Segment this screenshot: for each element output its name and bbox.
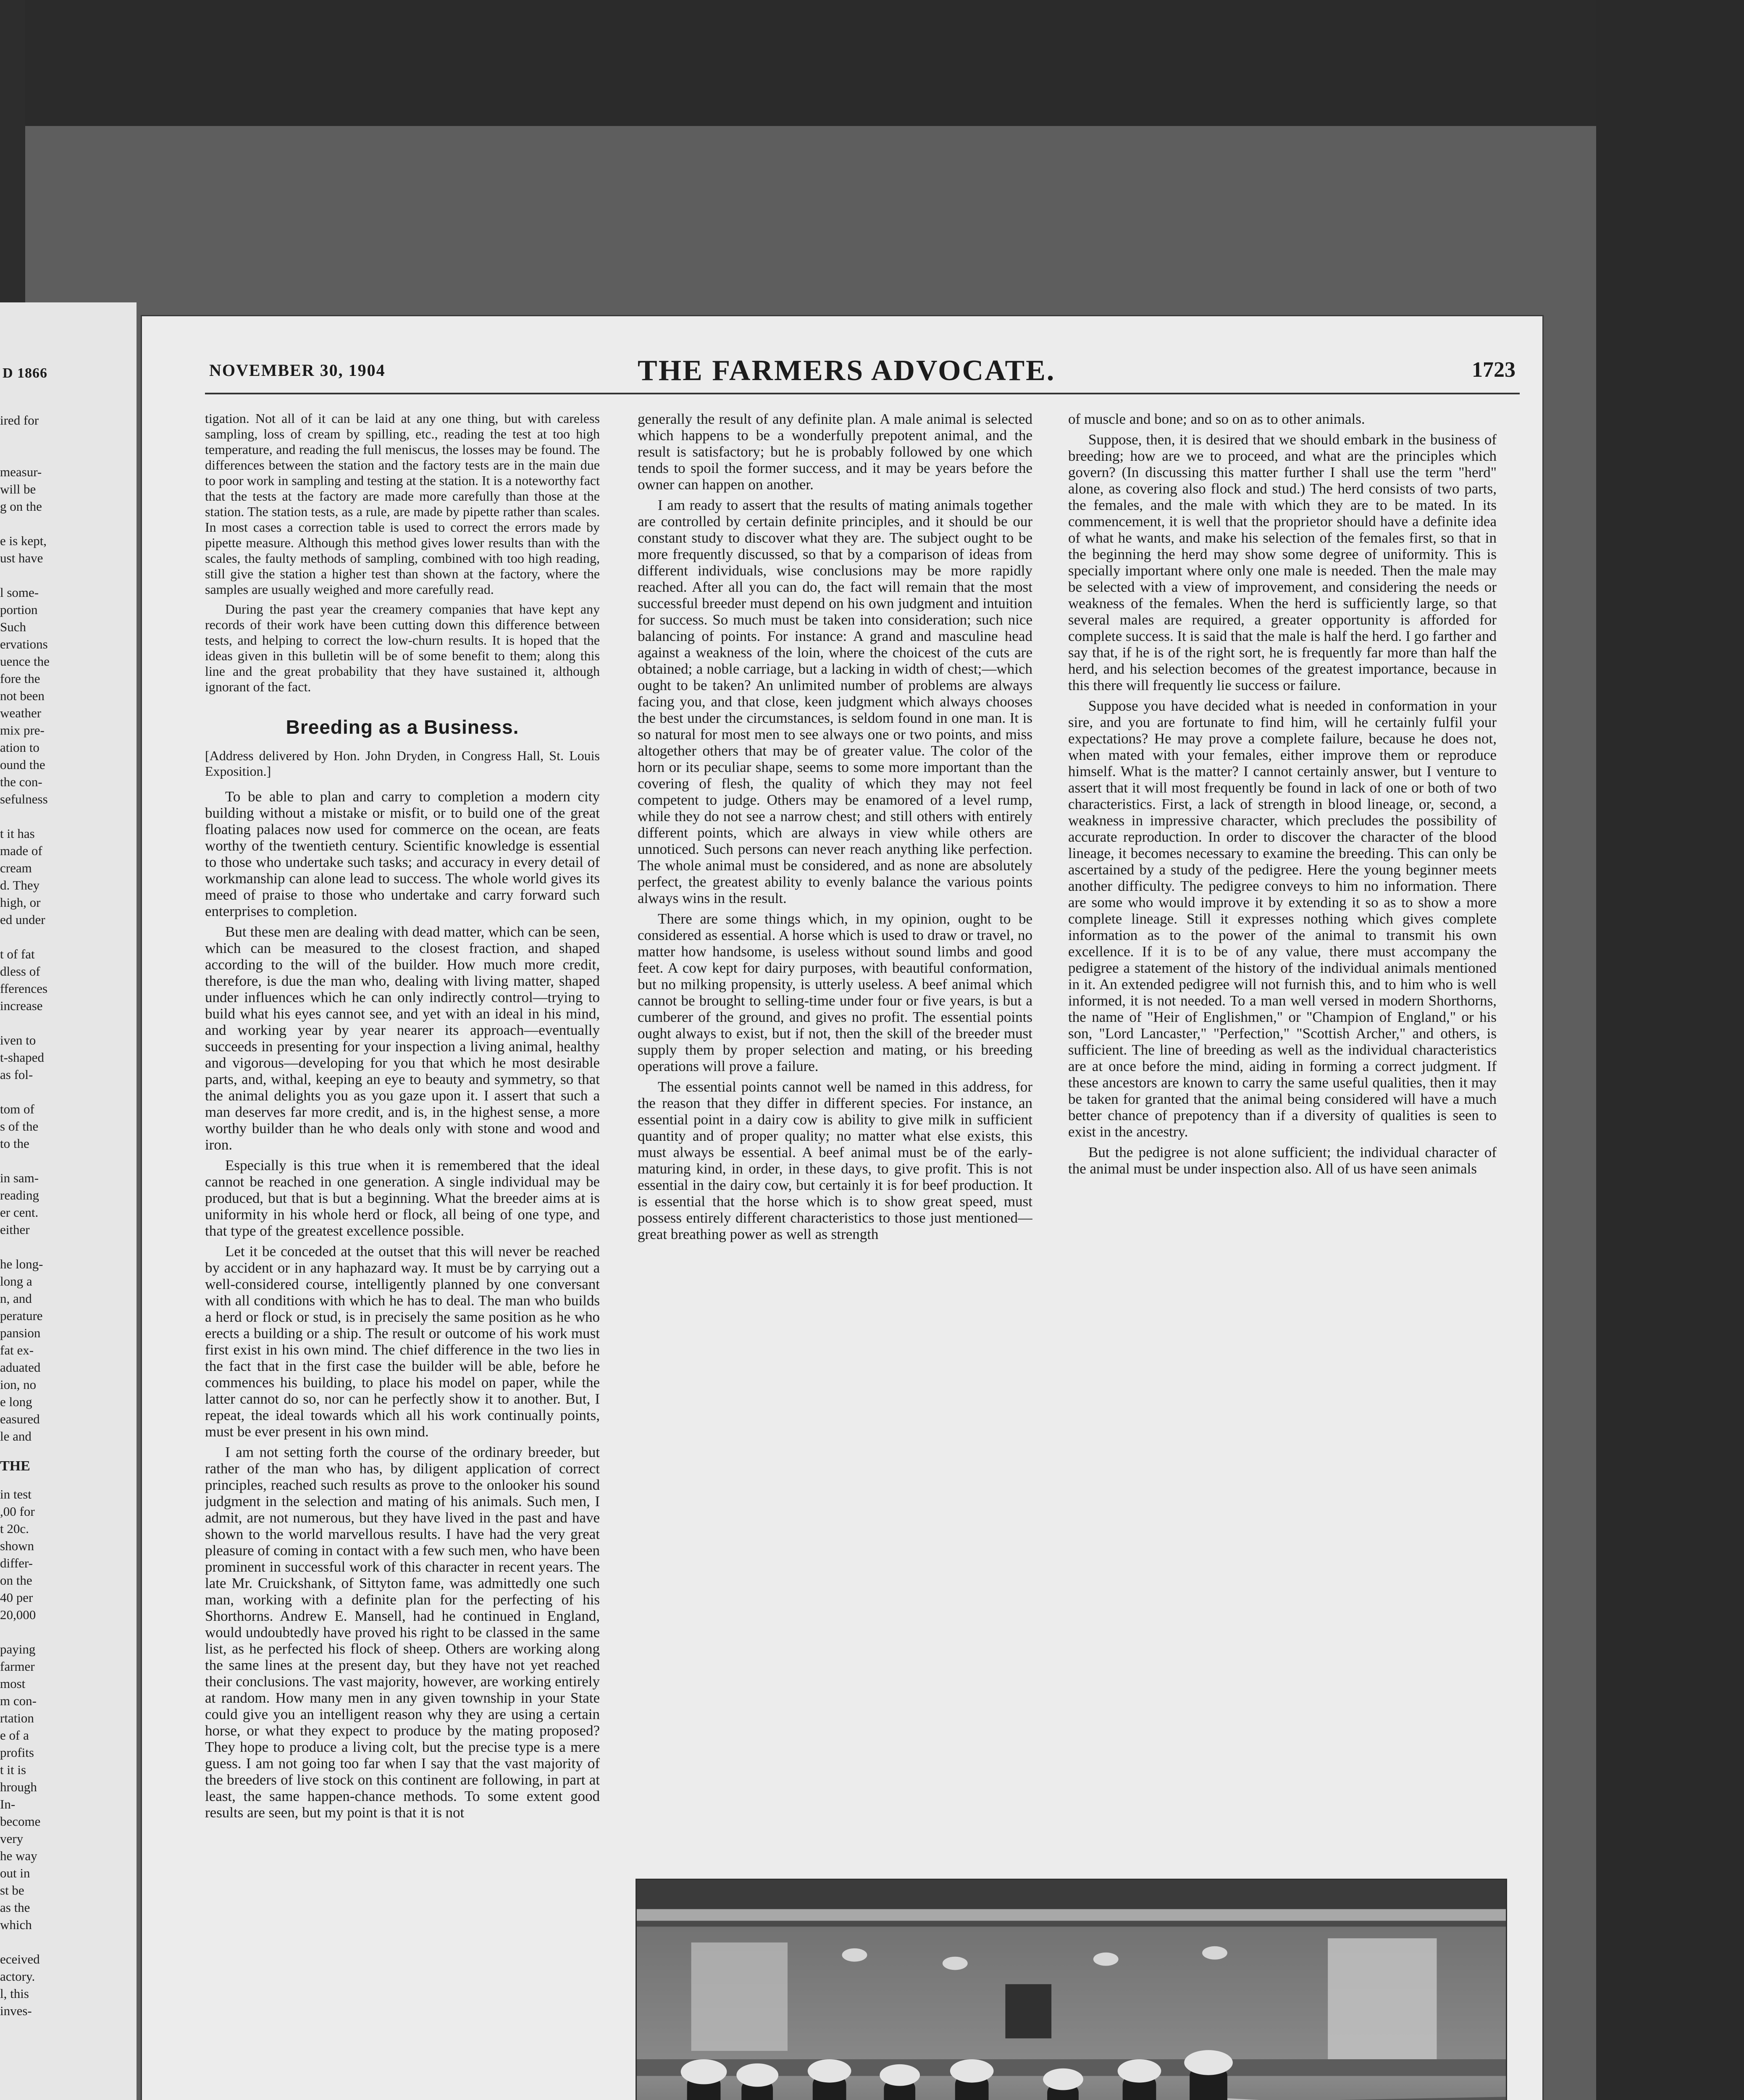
previous-page-line: fat ex- xyxy=(0,1343,34,1357)
previous-page-line: iven to xyxy=(0,1033,36,1047)
previous-page-line: profits xyxy=(0,1745,34,1760)
previous-page-line: aduated xyxy=(0,1360,41,1375)
previous-page-line: high, or xyxy=(0,895,41,910)
previous-page-line: e long xyxy=(0,1394,32,1409)
previous-page-line: l, this xyxy=(0,1986,29,2001)
previous-page-line: ound the xyxy=(0,757,45,772)
previous-page-line: fferences xyxy=(0,981,48,996)
previous-page-line xyxy=(0,429,134,446)
previous-page-line: inves- xyxy=(0,2003,32,2018)
previous-page-line: not been xyxy=(0,688,45,703)
previous-page-line: ust have xyxy=(0,551,43,565)
previous-page-line: on the xyxy=(0,1573,32,1588)
previous-page-line: he long- xyxy=(0,1257,43,1271)
previous-page-line: t of fat xyxy=(0,947,35,961)
previous-page-line: uence the xyxy=(0,654,50,669)
previous-page-line xyxy=(0,1083,134,1100)
previous-page-line: t it is xyxy=(0,1762,26,1777)
column-1 xyxy=(205,411,600,2100)
film-border-right xyxy=(1596,0,1744,2100)
paragraph: The essential points cannot well be named in this address, for the reason that they differ in different species. For instance, an essential point in a dairy cow is ability to give milk in sufficient quantity and of proper quality; no matter what else exists, this must always be essential. A beef animal must be of the early-maturing kind, in order, in these days, to give profit. This is not essential in the dairy cow, but certainly it is for beef production. It is essential that the horse which is to show great speed, must possess entirely different characteristics to those just mentioned—great breathing power as well as strength xyxy=(638,1079,1032,1242)
previous-page-line: ation to xyxy=(0,740,39,755)
paragraph: There are some things which, in my opinion, ought to be considered as essential. A horse which is used to draw or travel, no matter how handsome, is useless without sound limbs and good feet. A cow kept for dairy purposes, with beautiful conformation, but no milking propensity, is utterly useless. A beef animal which cannot be brought to selling-time under four or five years, is but a cumberer of the ground, and gives no profit. The essential points ought always to exist, but if not, then the skill of the breeder must supply them by proper selection and mating, or his breeding operations will prove a failure. xyxy=(638,911,1032,1074)
previous-page-line: weather xyxy=(0,706,42,720)
previous-page-line: sefulness xyxy=(0,792,48,806)
previous-page-line: dless of xyxy=(0,964,40,979)
masthead-rule xyxy=(205,393,1520,394)
previous-page-line: cream xyxy=(0,861,32,875)
previous-page-line: ,00 for xyxy=(0,1504,35,1519)
previous-page-line: which xyxy=(0,1917,32,1932)
previous-page-line: long a xyxy=(0,1274,32,1289)
previous-page-line: hrough xyxy=(0,1780,37,1794)
previous-page-line: n, and xyxy=(0,1291,32,1306)
previous-page-line: er cent. xyxy=(0,1205,39,1220)
paragraph: Suppose you have decided what is needed in conformation in your sire, and you are fortunate to find him, will he certainly fulfil your expectations? He may prove a complete failure, because he does not, when mated with your females, either improve them or reproduce himself. What is the matter? I cannot certainly answer, but I venture to assert that it will most frequently be found in lack of one or both of two characteristics. First, a lack of strength in blood lineage, or, second, a weakness in impressive character, which precludes the possibility of accurate reproduction. In order to discover the character of the blood lineage, it becomes necessary to examine the breeding. This can only be ascertained by a study of the pedigree. Here the young beginner meets another difficulty. The pedigree conveys to him no information. There are some who would improve it by extending it so as to show a more complete lineage. Still it expresses nothing which gives complete information as to the power of the animal to transmit his own excellence. If it is to be of any value, there must accompany the pedigree a statement of the history of the individual animals mentioned in it. An extended pedigree will not furnish this, and to him who is well informed, it is not needed. To a man well versed in modern Shorthorns, the name of "Heir of Englishmen," or "Champion of England," or his son, "Lord Lancaster," "Perfection," "Scottish Archer," and others, is sufficient. The line of breeding as well as the individual characteristics are at once before the mind, aiding in forming a correct judgment. If these ancestors are known to carry the same useful qualities, then it may be taken for granted that the animal being considered will have a much better chance of prepotency than if a diversity of qualities is seen to exist in the ancestry. xyxy=(1068,698,1497,1140)
previous-page-line: most xyxy=(0,1676,26,1691)
previous-page-line: Such xyxy=(0,620,26,634)
previous-page-line xyxy=(0,567,134,584)
continued-paragraph: tigation. Not all of it can be laid at any one thing, but with careless sampling, loss of cream by spilling, etc., reading the test at too high temperature, and reading the full meniscus, the losses may be found. The differences between the station and the factory tests are in the main due to poor work in sampling and testing at the station. It is a noteworthy fact that the tests at the factory are made more carefully than those at the station. The station tests, as a rule, are made by pipette rather than scales. In most cases a correction table is used to correct the errors made by pipette measure. Although this method gives lower results than with the scales, the faulty methods of sampling, combined with too high reading, still give the station a higher test than shown at the factory, where the samples are usually weighed and more carefully read. xyxy=(205,411,600,597)
previous-page-line: in test xyxy=(0,1487,32,1502)
dairy-photo-image xyxy=(637,1880,1506,2100)
previous-page-lines-b xyxy=(0,1486,134,2019)
previous-page-line: d. They xyxy=(0,878,40,892)
previous-page-line: st be xyxy=(0,1883,24,1898)
page-number: 1723 xyxy=(1472,358,1515,382)
previous-page-line: t 20c. xyxy=(0,1521,29,1536)
previous-page-line xyxy=(0,1152,134,1169)
previous-page-line: actory. xyxy=(0,1969,35,1984)
previous-page-line: ired for xyxy=(0,413,39,428)
previous-page-line: very xyxy=(0,1831,24,1846)
previous-page-line: e of a xyxy=(0,1728,29,1743)
previous-page-line xyxy=(0,1238,134,1255)
previous-page-line: 40 per xyxy=(0,1590,33,1605)
previous-page-line xyxy=(0,808,134,825)
paragraph: Suppose, then, it is desired that we should embark in the business of breeding; how are we to proceed, and what are the principles which govern? (In discussing this matter further I shall use the term "herd" alone, as covering also flock and stud.) The herd consists of two parts, the females, and the male with which they are to be mated. In its commencement, it is well that the proprietor should have a definite idea of what he wants, and make his selection of the females first, so that in the beginning the herd may show some degree of uniformity. This is specially important where only one male is needed. Then the male may be selected with a view of improvement, and considering the needs or weakness of the females. When the herd is sufficiently large, so that several males are required, a greater opportunity is afforded for complete success. It is said that the male is half the herd. I go farther and say that, if he is of the right sort, he is frequently far more than half the herd, and his selection becomes of the greatest importance, because in this there will frequently lie success or failure. xyxy=(1068,431,1497,693)
previous-page-line: as fol- xyxy=(0,1067,33,1082)
previous-page-heading: THE xyxy=(0,1458,30,1474)
paragraph: Let it be conceded at the outset that this will never be reached by accident or in any haphazard way. It must be by carrying out a well-considered course, intelligently planned by one conversant with all conditions with which he has to deal. The man who builds a herd or flock or stud, is in precisely the same position as he who erects a building or a ship. The result or outcome of his work must first exist in his own mind. The chief difference in the two lies in the fact that in the first case the builder will be able, before he commences his building, to place his model on paper, while the latter cannot do so, nor can he perfectly show it to another. But, I repeat, the ideal towards which all his work continually points, must be ever present in his own mind. xyxy=(205,1243,600,1440)
previous-page-fragment xyxy=(0,302,137,2100)
previous-page-line: e is kept, xyxy=(0,533,47,548)
previous-page-line: out in xyxy=(0,1866,30,1880)
previous-page-line xyxy=(0,1933,134,1950)
previous-page-text xyxy=(0,412,134,2019)
newspaper-page xyxy=(141,315,1544,2100)
previous-page-line: l some- xyxy=(0,585,39,600)
previous-page-line: farmer xyxy=(0,1659,35,1674)
previous-page-line: as the xyxy=(0,1900,30,1915)
previous-page-line: perature xyxy=(0,1308,43,1323)
previous-page-date: D 1866 xyxy=(3,365,48,381)
article-title: Breeding as a Business. xyxy=(286,716,519,738)
previous-page-line: paying xyxy=(0,1642,36,1656)
previous-page-line xyxy=(0,446,134,463)
previous-page-line: to the xyxy=(0,1136,29,1151)
issue-date: NOVEMBER 30, 1904 xyxy=(209,361,386,380)
previous-page-line: ed under xyxy=(0,912,45,927)
previous-page-line: g on the xyxy=(0,499,42,514)
previous-page-line: either xyxy=(0,1222,30,1237)
previous-page-line: become xyxy=(0,1814,41,1829)
paragraph: But the pedigree is not alone sufficient; the individual character of the animal must be under inspection also. All of us have seen animals xyxy=(1068,1144,1497,1177)
paragraph: I am ready to assert that the results of mating animals together are controlled by certain definite principles, and it should be our constant study to discover what they are. The subject ought to be more frequently discussed, so that by a comparison of ideas from different individuals, wise conclusions may be more rapidly reached. After all you can do, the fact will remain that the most successful breeder must depend on his own judgment and intuition for success. So much must be taken into consideration; such nice balancing of points. For instance: A grand and masculine head against a weakness of the loin, where the choicest of the cuts are obtained; a noble carriage, but a lacking in width of chest;—which ought to be taken? An unlimited number of problems are always facing you, and that close, keen judgment which always chooses the best under the circumstances, is seldom found in one man. It is so natural for most men to see always one or two points, and miss altogether others that may be of greater value. The color of the horn or its peculiar shape, seems to some more important than the covering of flesh, the quality of which they may not feel competent to judge. Others may be enamored of a level rump, while they do not see a narrow chest; and still others with entirely different points, which are always in view while others are unnoticed. Such persons can never reach anything like perfection. The whole animal must be considered, and as none are absolutely perfect, the greatest ability to evenly balance the various points always wins in the result. xyxy=(638,497,1032,906)
previous-page-line: measur- xyxy=(0,465,42,479)
previous-page-line: will be xyxy=(0,482,36,496)
previous-page-line: le and xyxy=(0,1429,32,1444)
previous-page-line: ion, no xyxy=(0,1377,37,1392)
previous-page-line: easured xyxy=(0,1412,40,1426)
previous-page-line: rtation xyxy=(0,1711,34,1725)
continued-paragraph-2: During the past year the creamery companies that have kept any records of their work have been cutting down this difference between tests, and helping to correct the low-churn results. It is hoped that the ideas given in this bulletin will be of some benefit to them; along this line and the great probability that they have sustained it, although ignorant of the fact. xyxy=(205,601,600,694)
previous-page-line: the con- xyxy=(0,774,42,789)
dairy-photograph xyxy=(636,1879,1507,2100)
previous-page-line: mix pre- xyxy=(0,723,45,738)
previous-page-line xyxy=(0,1623,134,1641)
previous-page-line: In- xyxy=(0,1797,16,1811)
previous-page-line: fore the xyxy=(0,671,40,686)
masthead xyxy=(142,316,1544,388)
publication-title: THE FARMERS ADVOCATE. xyxy=(638,354,1056,387)
column-2 xyxy=(638,411,1032,1868)
previous-page-line: differ- xyxy=(0,1556,33,1570)
paragraph: of muscle and bone; and so on as to other animals. xyxy=(1068,411,1365,427)
previous-page-line: pansion xyxy=(0,1326,41,1340)
paragraph: Especially is this true when it is remembered that the ideal cannot be reached in one generation. A single individual may be produced, but that is but a beginning. What the breeder aims at is uniformity in his whole herd or flock, all being of one type, and that type of the greatest excellence possible. xyxy=(205,1157,600,1239)
previous-page-line: t-shaped xyxy=(0,1050,45,1065)
previous-page-line: portion xyxy=(0,602,38,617)
paragraph: generally the result of any definite plan. A male animal is selected which happens to be a wonderfully prepotent animal, and the result is satisfactory; but he is probably followed by one which tends to spoil the former success, and it may be years before the owner can happen on another. xyxy=(638,411,1032,493)
previous-page-line: t it has xyxy=(0,826,35,841)
previous-page-line xyxy=(0,1014,134,1032)
paragraph: But these men are dealing with dead matter, which can be seen, which can be measured to the closest fraction, and shaped according to the will of the builder. How much more credit, therefore, is due the man who, dealing with living matter, shaped under influences which he can only indirectly control—trying to build what his eyes cannot see, and yet with an ideal in his mind, and working year by year nearer its approach—eventually succeeds in presenting for your inspection a living animal, healthy and vigorous—developing for you that which he most desirable parts, and, withal, keeping an eye to beauty and symmetry, so that the animal delights you as you gaze upon it. I assert that such a man deserves far more credit, and is, in the highest sense, a more worthy builder than he who deals only with stone and wood and iron. xyxy=(205,924,600,1153)
previous-page-line: made of xyxy=(0,843,42,858)
previous-page-line: in sam- xyxy=(0,1171,39,1185)
previous-page-line: reading xyxy=(0,1188,39,1202)
paragraph: To be able to plan and carry to completion a modern city building without a mistake or misfit, or to build one of the great floating palaces now used for commerce on the ocean, are feats worthy of the twentieth century. Scientific knowledge is essential to those who undertake such tasks; and accuracy in every detail of workmanship can alone lead to success. The whole world gives its meed of praise to those who undertake and carry forward such enterprises to completion. xyxy=(205,788,600,919)
previous-page-line: eceived xyxy=(0,1952,40,1966)
previous-page-line: increase xyxy=(0,998,43,1013)
article-byline: [Address delivered by Hon. John Dryden, in Congress Hall, St. Louis Exposition.] xyxy=(205,748,600,779)
previous-page-line: tom of xyxy=(0,1102,34,1116)
previous-page-line: 20,000 xyxy=(0,1607,36,1622)
paragraph: I am not setting forth the course of the ordinary breeder, but rather of the man who has, by diligent application of correct principles, reached such results as prove to the onlooker his sound judgment in the selection and mating of his animals. Such men, I admit, are not numerous, but they have lived in the past and have shown to the world marvellous results. I have had the very great pleasure of coming in contact with a few such men, who have been prominent in successful work of this character in recent years. The late Mr. Cruickshank, of Sittyton fame, was admittedly one such man, working with a definite plan for the perfecting of his Shorthorns. Andrew E. Mansell, had he continued in England, would undoubtedly have proved his right to be classed in the same list, as he perfected his flock of sheep. Others are working along the same lines at the present day, but they have not yet reached their conclusions. The vast majority, however, are working entirely at random. How many men in any given township in your State could give you an intelligent reason why they are using a certain horse, or what they expect to produce by the mating proposed? They hope to produce a living colt, but the precise type is a mere guess. I am not going too far when I say that the vast majority of the breeders of live stock on this continent are following, in part at least, the same happen-chance methods. To some extent good results are seen, but my point is that it is not xyxy=(205,1444,600,1821)
column-3 xyxy=(1068,411,1497,1868)
previous-page-line: ervations xyxy=(0,637,48,651)
previous-page-line: he way xyxy=(0,1848,37,1863)
previous-page-line: shown xyxy=(0,1538,34,1553)
previous-page-lines-a xyxy=(0,412,134,1445)
previous-page-line: m con- xyxy=(0,1693,37,1708)
film-border-top xyxy=(0,0,1744,126)
previous-page-line: s of the xyxy=(0,1119,39,1134)
previous-page-line xyxy=(0,928,134,945)
previous-page-line xyxy=(0,515,134,532)
